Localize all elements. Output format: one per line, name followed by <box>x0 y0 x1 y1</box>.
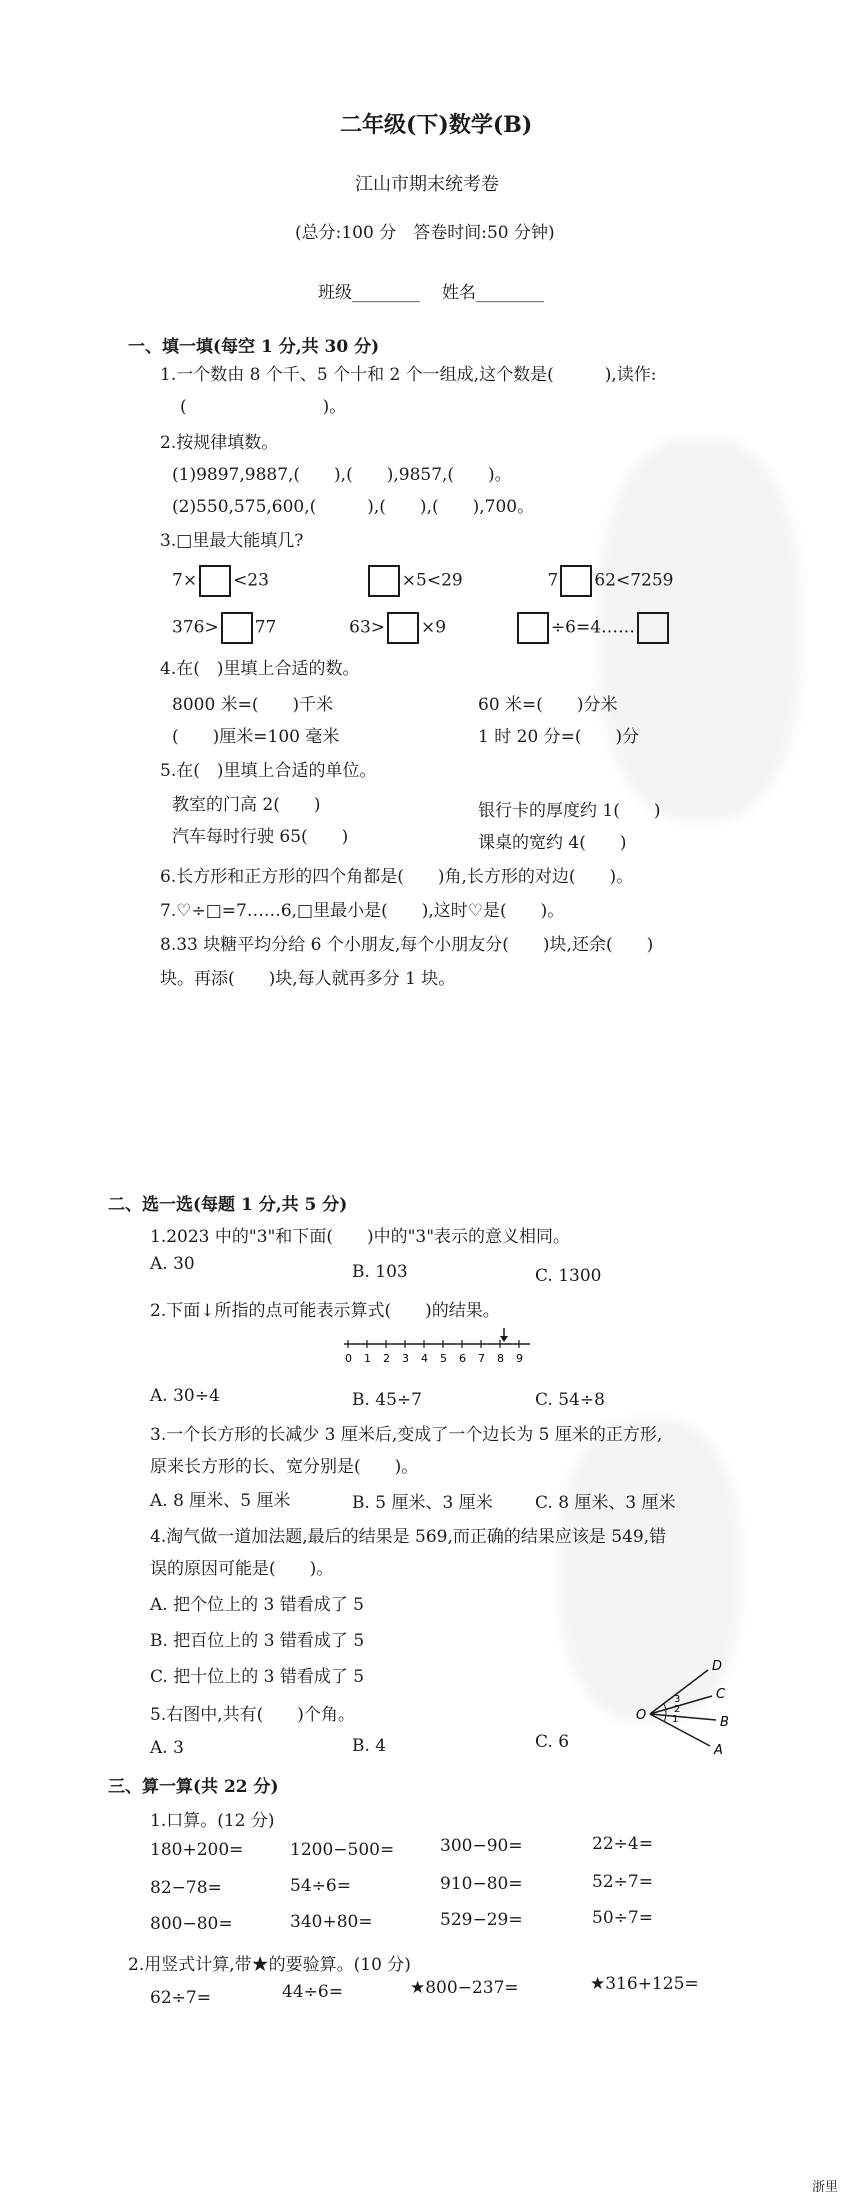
s2-q2: 2.下面↓所指的点可能表示算式( )的结果。 <box>150 1301 500 1321</box>
s1-q5b: 银行卡的厚度约 1( ) <box>478 801 661 821</box>
s1-q2: 2.按规律填数。 <box>160 433 279 453</box>
s1-q1-blank: ( )。 <box>180 397 347 417</box>
s1-q5d: 课桌的宽约 4( ) <box>478 833 627 853</box>
s1-q4: 4.在( )里填上合适的数。 <box>160 659 360 679</box>
s2-q5-opt-a[interactable]: A. 3 <box>150 1738 184 1758</box>
oral-item: 180+200= <box>150 1840 244 1860</box>
s1-q4d: 1 时 20 分=( )分 <box>478 727 640 747</box>
number-line-tick-label: 1 <box>364 1352 371 1365</box>
oral-item: 529−29= <box>440 1910 523 1930</box>
angle-arc <box>664 1704 666 1722</box>
s2-q1: 1.2023 中的"3"和下面( )中的"3"表示的意义相同。 <box>150 1227 571 1247</box>
vertical-item: 62÷7= <box>150 1988 211 2008</box>
ray-oc <box>650 1696 712 1714</box>
s1-q3: 3.□里最大能填几? <box>160 531 304 551</box>
s1-q6: 6.长方形和正方形的四个角都是( )角,长方形的对边( )。 <box>160 867 634 887</box>
answer-box[interactable] <box>637 612 669 644</box>
s2-q1-opt-c[interactable]: C. 1300 <box>535 1266 602 1286</box>
oral-item: 50÷7= <box>592 1908 653 1928</box>
s1-q2b: (2)550,575,600,( ),( ),( ),700。 <box>172 497 535 517</box>
oral-item: 52÷7= <box>592 1872 653 1892</box>
label-c: C <box>716 1687 726 1702</box>
label-a: A <box>714 1743 723 1756</box>
number-line-tick-label: 6 <box>459 1352 466 1365</box>
answer-box[interactable] <box>387 612 419 644</box>
s2-q3-opt-c[interactable]: C. 8 厘米、3 厘米 <box>535 1493 676 1513</box>
s1-q5a: 教室的门高 2( ) <box>172 795 321 815</box>
oral-item: 910−80= <box>440 1874 523 1894</box>
oral-item: 82−78= <box>150 1878 222 1898</box>
s2-q2-opt-b[interactable]: B. 45÷7 <box>352 1390 422 1410</box>
angle-figure <box>630 1656 740 1756</box>
corner-mark: 浙里 <box>812 2180 839 2195</box>
answer-box[interactable] <box>199 565 231 597</box>
s1-q8: 8.33 块糖平均分给 6 个小朋友,每个小朋友分( )块,还余( ) <box>160 935 654 955</box>
section3-heading: 三、算一算(共 22 分) <box>108 1777 279 1797</box>
vertical-item: ★800−237= <box>410 1978 519 1998</box>
number-line-tick-label: 9 <box>516 1352 523 1365</box>
label-1: 1 <box>672 1714 679 1725</box>
s2-q1-opt-b[interactable]: B. 103 <box>352 1262 408 1282</box>
vertical-item: ★316+125= <box>590 1974 699 1994</box>
answer-box[interactable] <box>560 565 592 597</box>
s1-q4c: ( )厘米=100 毫米 <box>172 727 340 747</box>
exam-meta: (总分:100 分 答卷时间:50 分钟) <box>295 223 555 243</box>
s1-q1: 1.一个数由 8 个千、5 个十和 2 个一组成,这个数是( ),读作: <box>160 365 657 385</box>
label-b: B <box>720 1715 729 1730</box>
exam-subtitle: 江山市期末统考卷 <box>355 174 499 195</box>
answer-box[interactable] <box>221 612 253 644</box>
page-title: 二年级(下)数学(B) <box>340 112 533 138</box>
number-line <box>340 1326 540 1370</box>
number-line-tick-label: 2 <box>383 1352 390 1365</box>
s2-q4: 4.淘气做一道加法题,最后的结果是 569,而正确的结果应该是 549,错 <box>150 1527 667 1547</box>
answer-box[interactable] <box>517 612 549 644</box>
s1-q2a: (1)9897,9887,( ),( ),9857,( )。 <box>172 465 512 485</box>
s1-q8b: 块。再添( )块,每人就再多分 1 块。 <box>160 969 456 989</box>
s1-q3-row1: 7× <23 ×5<29 7 62<7259 <box>172 565 673 597</box>
s2-q4-opt-a[interactable]: A. 把个位上的 3 错看成了 5 <box>150 1595 364 1615</box>
arrow-head-icon <box>500 1336 508 1342</box>
class-field[interactable]: 班级________ <box>318 283 420 303</box>
s2-q2-opt-a[interactable]: A. 30÷4 <box>150 1386 220 1406</box>
s2-q3-opt-b[interactable]: B. 5 厘米、3 厘米 <box>352 1493 493 1513</box>
oral-item: 340+80= <box>290 1912 373 1932</box>
s2-q5: 5.右图中,共有( )个角。 <box>150 1705 355 1725</box>
oral-item: 54÷6= <box>290 1876 351 1896</box>
s1-q5c: 汽车每时行驶 65( ) <box>172 827 349 847</box>
s2-q5-opt-b[interactable]: B. 4 <box>352 1736 387 1756</box>
number-line-tick-label: 4 <box>421 1352 428 1365</box>
number-line-tick-label: 0 <box>345 1352 352 1365</box>
number-line-tick-label: 8 <box>497 1352 504 1365</box>
label-2: 2 <box>674 1704 681 1715</box>
label-o: O <box>636 1708 647 1723</box>
answer-box[interactable] <box>368 565 400 597</box>
s1-q3-row2: 376> 77 63> ×9 ÷6=4…… <box>172 612 671 644</box>
s1-q5: 5.在( )里填上合适的单位。 <box>160 761 377 781</box>
label-d: D <box>712 1659 723 1674</box>
s3-q1: 1.口算。(12 分) <box>150 1811 275 1831</box>
number-line-tick-label: 5 <box>440 1352 447 1365</box>
s2-q1-opt-a[interactable]: A. 30 <box>150 1254 195 1274</box>
oral-item: 22÷4= <box>592 1834 653 1854</box>
s1-q4b: 60 米=( )分米 <box>478 695 618 715</box>
section2-heading: 二、选一选(每题 1 分,共 5 分) <box>108 1195 348 1215</box>
oral-item: 1200−500= <box>290 1840 395 1860</box>
number-line-tick-label: 3 <box>402 1352 409 1365</box>
s2-q4-opt-c[interactable]: C. 把十位上的 3 错看成了 5 <box>150 1667 365 1687</box>
oral-item: 800−80= <box>150 1914 233 1934</box>
name-field[interactable]: 姓名________ <box>442 283 544 303</box>
s3-q2: 2.用竖式计算,带★的要验算。(10 分) <box>128 1955 411 1975</box>
s1-q4a: 8000 米=( )千米 <box>172 695 334 715</box>
vertical-item: 44÷6= <box>282 1982 343 2002</box>
number-line-tick-label: 7 <box>478 1352 485 1365</box>
s1-q7: 7.♡÷□=7……6,□里最小是( ),这时♡是( )。 <box>160 901 565 921</box>
s2-q5-opt-c[interactable]: C. 6 <box>535 1732 570 1752</box>
s2-q2-opt-c[interactable]: C. 54÷8 <box>535 1390 605 1410</box>
section1-heading: 一、填一填(每空 1 分,共 30 分) <box>128 337 380 357</box>
s2-q4b: 误的原因可能是( )。 <box>150 1559 334 1579</box>
label-3: 3 <box>674 1694 681 1705</box>
oral-item: 300−90= <box>440 1836 523 1856</box>
s2-q3: 3.一个长方形的长减少 3 厘米后,变成了一个边长为 5 厘米的正方形, <box>150 1425 663 1445</box>
s2-q3b: 原来长方形的长、宽分别是( )。 <box>150 1457 419 1477</box>
s2-q4-opt-b[interactable]: B. 把百位上的 3 错看成了 5 <box>150 1631 365 1651</box>
s2-q3-opt-a[interactable]: A. 8 厘米、5 厘米 <box>150 1491 291 1511</box>
